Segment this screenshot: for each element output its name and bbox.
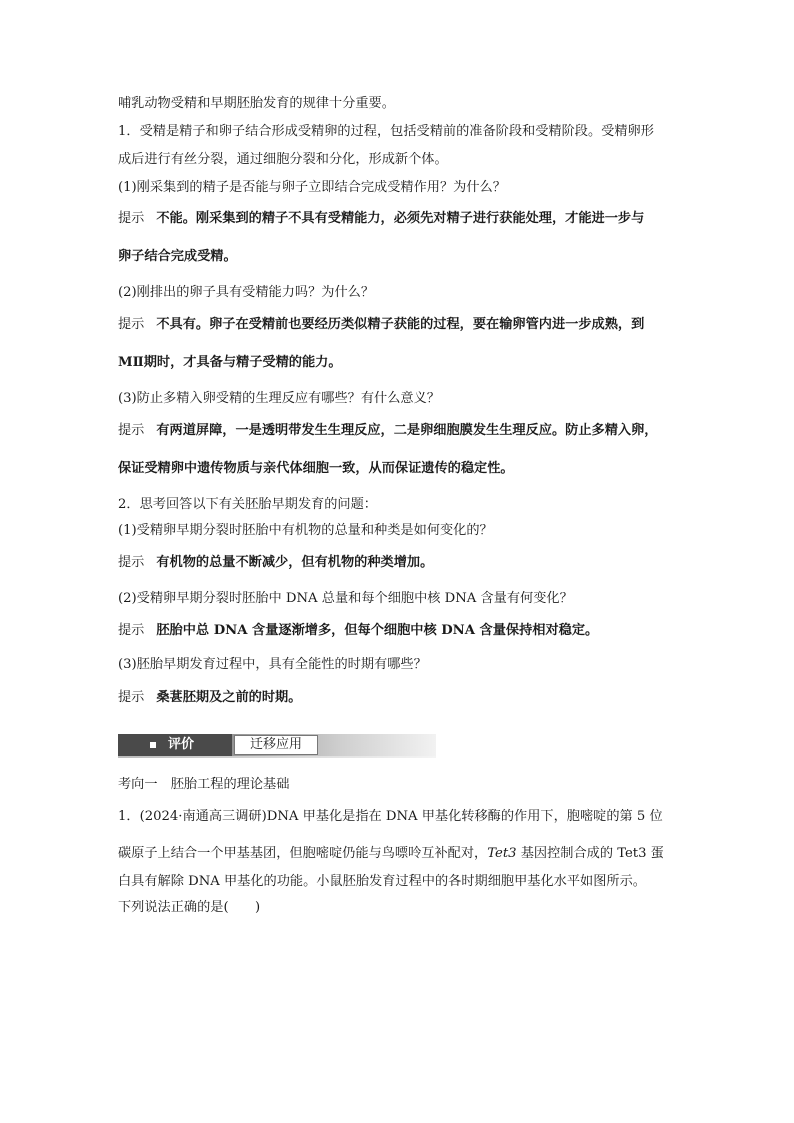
hint-label: 提示 <box>118 317 145 332</box>
question-6: (3)胚胎早期发育过程中，具有全能性的时期有哪些？ <box>118 657 427 672</box>
answer-3-line-1: 提示 有两道屏障，一是透明带发生生理反应，二是卵细胞膜发生生理反应。防止多精入卵， <box>118 423 658 438</box>
answer-1-line-1: 提示 不能。刚采集到的精子不具有受精能力，必须先对精子进行获能处理，才能进一步与 <box>118 211 645 226</box>
section-title: 评价 <box>168 737 195 752</box>
answer-4: 提示 有机物的总量不断减少，但有机物的种类增加。 <box>118 555 434 570</box>
answer-1-line-2: 卵子结合完成受精。 <box>118 249 237 264</box>
problem-1-line-1: 1．(2024·南通高三调研)DNA 甲基化是指在 DNA 甲基化转移酶的作用下，胞嘧啶的第 5 位 <box>118 809 663 824</box>
question-3: (3)防止多精入卵受精的生理反应有哪些？有什么意义？ <box>118 391 440 406</box>
question-1: (1)刚采集到的精子是否能与卵子立即结合完成受精作用？为什么？ <box>118 180 506 195</box>
item-2-line: 2．思考回答以下有关胚胎早期发育的问题： <box>118 497 377 512</box>
question-5: (2)受精卵早期分裂时胚胎中 DNA 总量和每个细胞中核 DNA 含量有何变化？ <box>118 591 573 606</box>
hint-label: 提示 <box>118 623 145 638</box>
answer-6: 提示 桑葚胚期及之前的时期。 <box>118 690 302 705</box>
hint-label: 提示 <box>118 211 145 226</box>
item-1-line-1: 1．受精是精子和卵子结合形成受精卵的过程，包括受精前的准备阶段和受精阶段。受精卵形 <box>118 124 654 139</box>
section-bar <box>118 734 436 756</box>
gene-name: Tet3 <box>487 846 517 861</box>
problem-1-line-3: 白具有解除 DNA 甲基化的功能。小鼠胚胎发育过程中的各时期细胞甲基化水平如图所示。 <box>118 874 646 889</box>
topic-heading: 考向一 胚胎工程的理论基础 <box>118 777 290 792</box>
item-1-line-2: 成后进行有丝分裂，通过细胞分裂和分化，形成新个体。 <box>118 152 448 167</box>
intro-line: 哺乳动物受精和早期胚胎发育的规律十分重要。 <box>118 96 395 111</box>
section-bar-title-box <box>118 734 232 756</box>
problem-1-line-4: 下列说法正确的是( ) <box>118 900 261 915</box>
problem-1-line-2: 碳原子上结合一个甲基基团，但胞嘧啶仍能与鸟嘌呤互补配对，Tet3 基因控制合成的 Tet3 蛋 <box>118 846 664 861</box>
hint-label: 提示 <box>118 690 145 705</box>
question-4: (1)受精卵早期分裂时胚胎中有机物的总量和种类是如何变化的？ <box>118 523 493 538</box>
section-subtitle: 迁移应用 <box>234 735 318 755</box>
answer-2-line-2: MⅡ期时，才具备与精子受精的能力。 <box>118 355 342 370</box>
question-2: (2)刚排出的卵子具有受精能力吗？为什么？ <box>118 285 375 300</box>
section-underline <box>118 756 436 758</box>
square-bullet-icon <box>150 742 156 748</box>
answer-5: 提示 胚胎中总 DNA 含量逐渐增多，但每个细胞中核 DNA 含量保持相对稳定。 <box>118 623 599 638</box>
answer-3-line-2: 保证受精卵中遗传物质与亲代体细胞一致，从而保证遗传的稳定性。 <box>118 461 514 476</box>
hint-label: 提示 <box>118 423 145 438</box>
answer-2-line-1: 提示 不具有。卵子在受精前也要经历类似精子获能的过程，要在输卵管内进一步成熟，到 <box>118 317 645 332</box>
hint-label: 提示 <box>118 555 145 570</box>
